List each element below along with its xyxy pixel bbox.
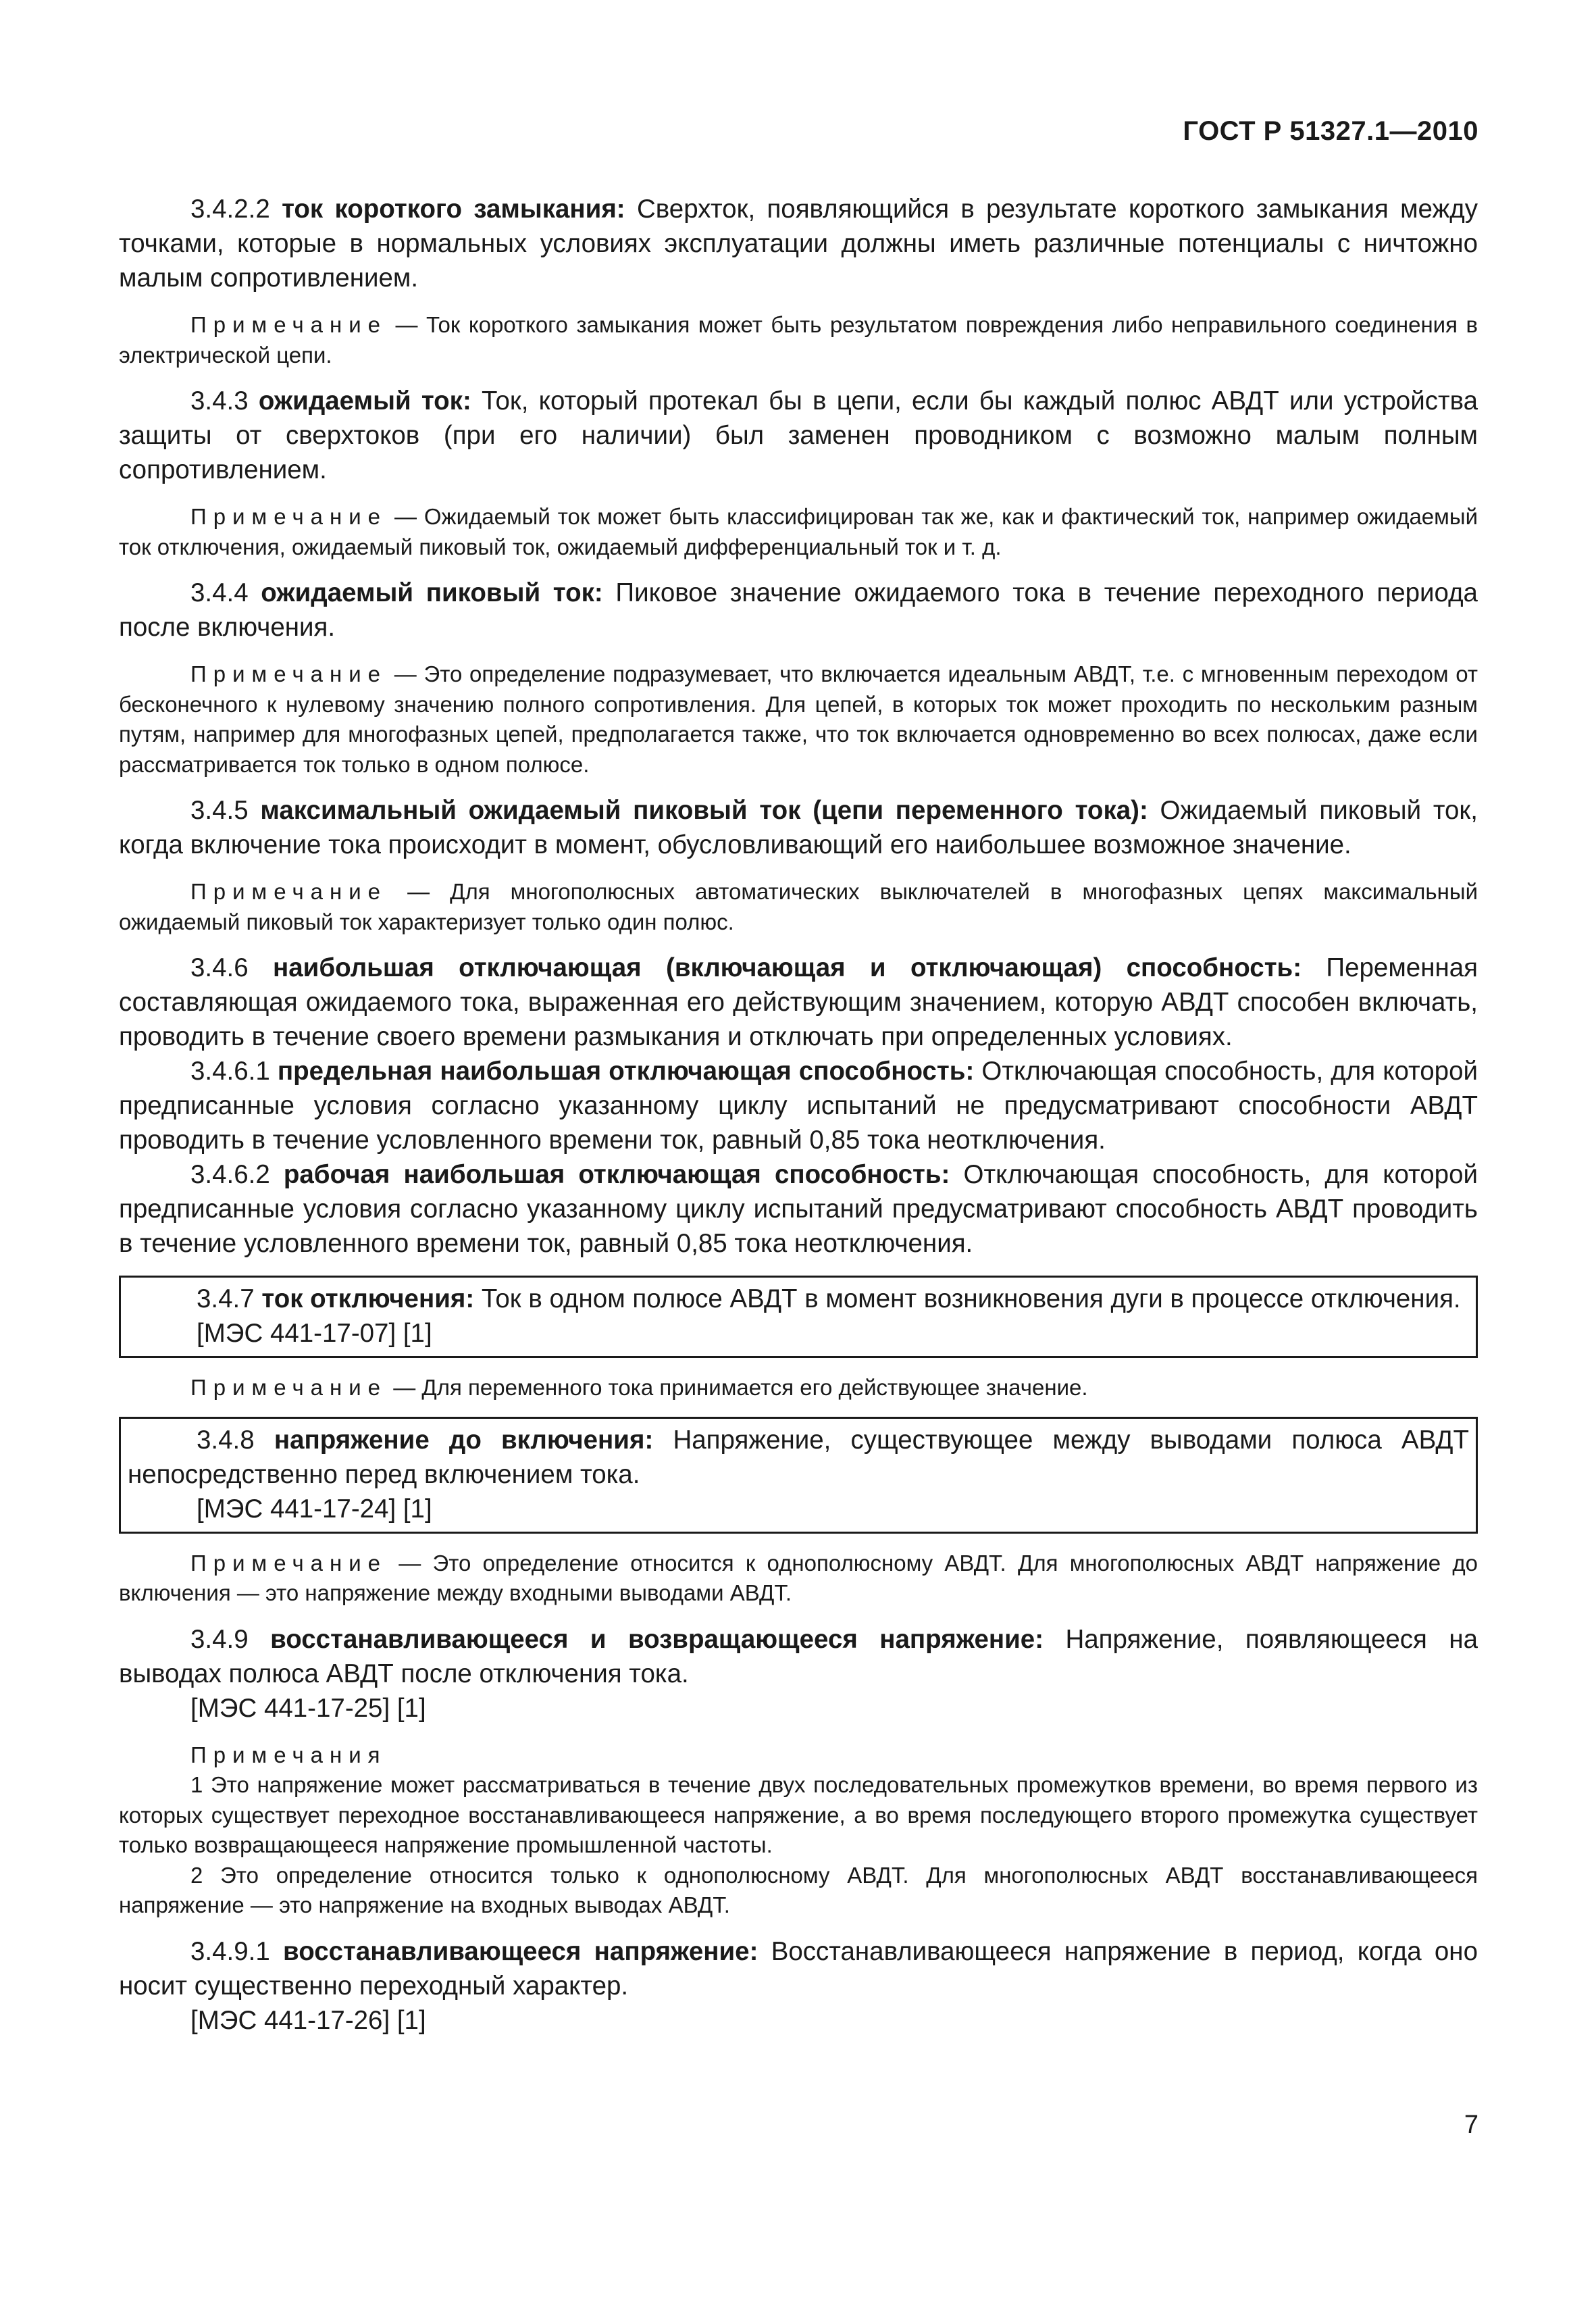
iev-reference: [МЭС 441-17-24] [1] — [197, 1494, 432, 1524]
definition-text: Отключающая способность, для которой предписанные условия согласно указанному циклу испытаний не предусматривают способности АВДТ проводить в течение условленного времени ток, равный 0,85 тока неотключения. — [119, 1057, 1478, 1155]
note — [119, 1373, 1478, 1403]
definition-3-4-9 — [119, 1622, 1478, 1691]
definition-text: Ток, который протекал бы в цепи, если бы каждый полюс АВДТ или устройства защиты от сверхтоков (при его наличии) был заменен проводником с возможно малым полным сопротивлением. — [119, 386, 1478, 484]
clause-number: 3.4.6.1 — [190, 1057, 270, 1086]
note-label: Примечание — [190, 1375, 388, 1400]
definition-text: Восстанавливающееся напряжение в период, когда оно носит существенно переходный характер. — [119, 1936, 1478, 2001]
definition-3-4-7 — [128, 1282, 1469, 1316]
note-2: 2 Это определение относится только к однополюсному АВДТ. Для многополюсных АВДТ восстанавливающееся напряжение — это напряжение на входных выводах АВДТ. — [119, 1862, 1478, 1917]
term: восстанавливающееся и возвращающееся напряжение: — [270, 1624, 1044, 1654]
note-label: Примечание — [190, 312, 388, 337]
definition-text: Пиковое значение ожидаемого тока в течение переходного периода после включения. — [119, 578, 1478, 642]
term: ожидаемый пиковый ток: — [261, 578, 603, 607]
iev-reference: [МЭС 441-17-25] [1] — [190, 1693, 426, 1723]
note — [119, 1549, 1478, 1609]
definition-3-4-4 — [119, 576, 1478, 645]
definition-text: Напряжение, существующее между выводами полюса АВДТ непосредственно перед включением тока. — [128, 1425, 1469, 1489]
definition-3-4-2-2 — [119, 192, 1478, 295]
definition-3-4-9-1 — [119, 1934, 1478, 2003]
term: наибольшая отключающая (включающая и отключающая) способность: — [273, 953, 1302, 982]
note-text: — Это определение относится к однополюсному АВДТ. Для многополюсных АВДТ напряжение до включения — это напряжение между входными выводами АВДТ. — [119, 1550, 1478, 1605]
note — [119, 877, 1478, 937]
term: напряжение до включения: — [274, 1425, 654, 1455]
definition-3-4-6-1 — [119, 1054, 1478, 1157]
clause-number: 3.4.3 — [190, 386, 249, 416]
term: ток отключения: — [261, 1284, 475, 1313]
note-text: — Для переменного тока принимается его действующее значение. — [393, 1375, 1088, 1400]
definition-text: Ожидаемый пиковый ток, когда включение тока происходит в момент, обусловливающий его наибольшее возможное значение. — [119, 796, 1478, 859]
note-text: — Ожидаемый ток может быть классифицирован так же, как и фактический ток, например ожидаемый ток отключения, ожидаемый пиковый ток, ожидаемый дифференциальный ток и т. д. — [119, 504, 1478, 559]
note — [119, 659, 1478, 780]
term: ток короткого замыкания: — [282, 195, 625, 224]
clause-number: 3.4.5 — [190, 796, 249, 825]
page-number: 7 — [1464, 2111, 1478, 2139]
note-text: — Это определение подразумевает, что включается идеальным АВДТ, т.е. с мгновенным переходом от бесконечного к нулевому значению полного сопротивления. Для цепей, в которых ток может проходить по нескольким разным путям, например для многофазных цепей, предполагается также, что ток включается одновременно во всех полюсах, даже если рассматривается ток только в одном полюсе. — [119, 661, 1478, 777]
boxed-definition-3-4-8 — [119, 1417, 1478, 1534]
clause-number: 3.4.9.1 — [190, 1936, 270, 1966]
term: максимальный ожидаемый пиковый ток (цепи переменного тока): — [260, 796, 1148, 825]
definition-text: Переменная составляющая ожидаемого тока, выраженная его действующим значением, которую АВДТ способен включать, проводить в течение своего времени размыкания и отключать при определенных условиях. — [119, 953, 1478, 1051]
term: ожидаемый ток: — [258, 386, 471, 416]
term: восстанавливающееся напряжение: — [283, 1936, 758, 1966]
note-text: — Для многополюсных автоматических выключателей в многофазных цепях максимальный ожидаемый пиковый ток характеризует только один полюс. — [119, 879, 1478, 934]
clause-number: 3.4.7 — [197, 1284, 255, 1313]
clause-number: 3.4.8 — [197, 1425, 255, 1455]
note-label: Примечание — [190, 504, 388, 529]
boxed-definition-3-4-7 — [119, 1276, 1478, 1358]
clause-number: 3.4.4 — [190, 578, 249, 607]
clause-number: 3.4.6.2 — [190, 1160, 270, 1189]
iev-reference: [МЭС 441-17-26] [1] — [190, 2005, 426, 2035]
definition-3-4-6 — [119, 951, 1478, 1054]
term: предельная наибольшая отключающая способность: — [277, 1057, 975, 1086]
clause-number: 3.4.2.2 — [190, 195, 270, 224]
note-label: Примечание — [190, 1550, 388, 1576]
note-1: 1 Это напряжение может рассматриваться в течение двух последовательных промежутков времени, во время первого из которых существует переходное восстанавливающееся напряжение, а во время последующего второго промежутка существует только возвращающееся напряжение промышленной частоты. — [119, 1772, 1478, 1857]
document-body — [119, 192, 1478, 2053]
note — [119, 310, 1478, 370]
definition-3-4-3 — [119, 384, 1478, 487]
term: рабочая наибольшая отключающая способность: — [283, 1160, 950, 1189]
note — [119, 502, 1478, 562]
clause-number: 3.4.9 — [190, 1624, 249, 1654]
note-label: Примечание — [190, 661, 388, 686]
document-header: ГОСТ Р 51327.1—2010 — [1183, 116, 1478, 146]
notes-title: Примечания — [190, 1742, 387, 1767]
iev-reference: [МЭС 441-17-07] [1] — [197, 1319, 432, 1348]
definition-text: Сверхток, появляющийся в результате короткого замыкания между точками, которые в нормальных условиях эксплуатации должны иметь различные потенциалы с ничтожно малым сопротивлением. — [119, 195, 1478, 293]
definition-text: Напряжение, появляющееся на выводах полюса АВДТ после отключения тока. — [119, 1624, 1478, 1688]
note-text: — Ток короткого замыкания может быть результатом повреждения либо неправильного соединения в электрической цепи. — [119, 312, 1478, 368]
clause-number: 3.4.6 — [190, 953, 249, 982]
definition-3-4-8 — [128, 1423, 1469, 1492]
definition-text: Отключающая способность, для которой предписанные условия согласно указанному циклу испытаний предусматривают способность АВДТ проводить в течение условленного времени ток, равный 0,85 тока неотключения. — [119, 1160, 1478, 1258]
definition-3-4-6-2 — [119, 1157, 1478, 1261]
note-label: Примечание — [190, 879, 388, 904]
definition-text: Ток в одном полюсе АВДТ в момент возникновения дуги в процессе отключения. — [481, 1284, 1461, 1313]
definition-3-4-5 — [119, 793, 1478, 862]
